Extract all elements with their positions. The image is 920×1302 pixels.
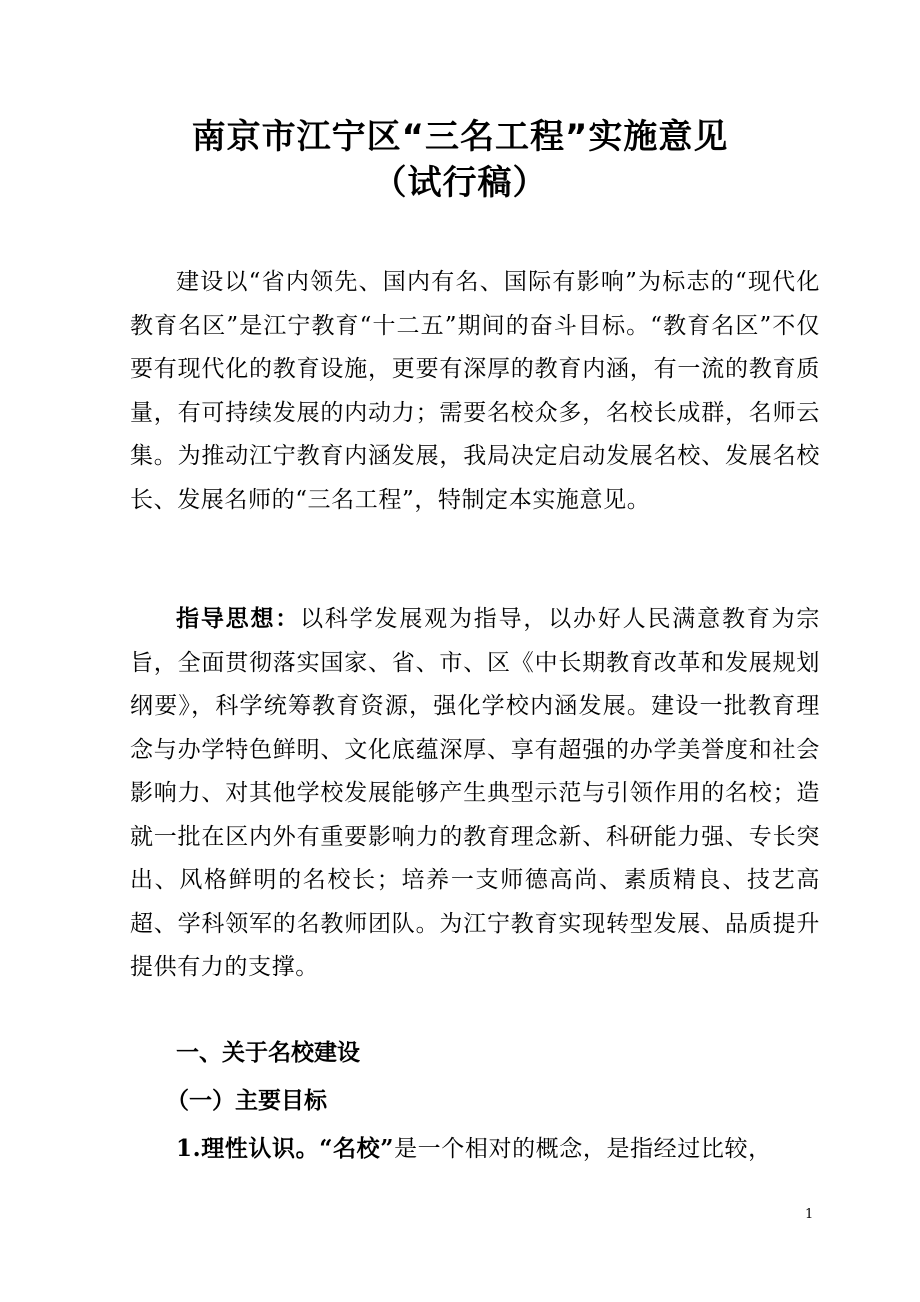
guiding-label: 指导思想： [176, 605, 301, 632]
guiding-text: 以科学发展观为指导，以办好人民满意教育为宗旨，全面贯彻落实国家、省、市、区《中长期教育改革和发展规划纲要》，科学统筹教育资源，强化学校内涵发展。建设一批教育理念与办学特色鲜明、文化底蕴深厚、享有超强的办学美誉度和社会影响力、对其他学校发展能够产生典型示范与引领作用的名校；造就一批在区内外有重要影响力的教育理念新、科研能力强、专长突出、风格鲜明的名校长；培养一支师德高尚、素质精良、技艺高超、学科领军的名教师团队。为江宁教育实现转型发展、品质提升提供有力的支撑。 [130, 606, 820, 980]
subsection-heading: （一）主要目标 [166, 1087, 327, 1114]
intro-paragraph: 建设以“省内领先、国内有名、国际有影响”为标志的“现代化教育名区”是江宁教育“十二五”期间的奋斗目标。“教育名区”不仅要有现代化的教育设施，更要有深厚的教育内涵，有一流的教育质量，有可持续发展的内动力；需要名校众多，名校长成群，名师云集。为推动江宁教育内涵发展，我局决定启动发展名校、发展名校长、发展名师的“三名工程”，特制定本实施意见。 [130, 269, 820, 513]
section-heading: 一、关于名校建设 [176, 1040, 360, 1066]
item-text: 是一个相对的概念，是指经过比较， [394, 1136, 772, 1162]
document-title: 南京市江宁区“三名工程”实施意见 [191, 117, 729, 157]
item-label: 1.理性认识。 [176, 1135, 320, 1162]
guiding-paragraph [130, 597, 820, 990]
item-quote: “名校” [319, 1135, 395, 1162]
document-subtitle: （试行稿） [372, 163, 548, 203]
list-item [176, 1129, 826, 1169]
page-number: 1 [805, 1207, 814, 1222]
